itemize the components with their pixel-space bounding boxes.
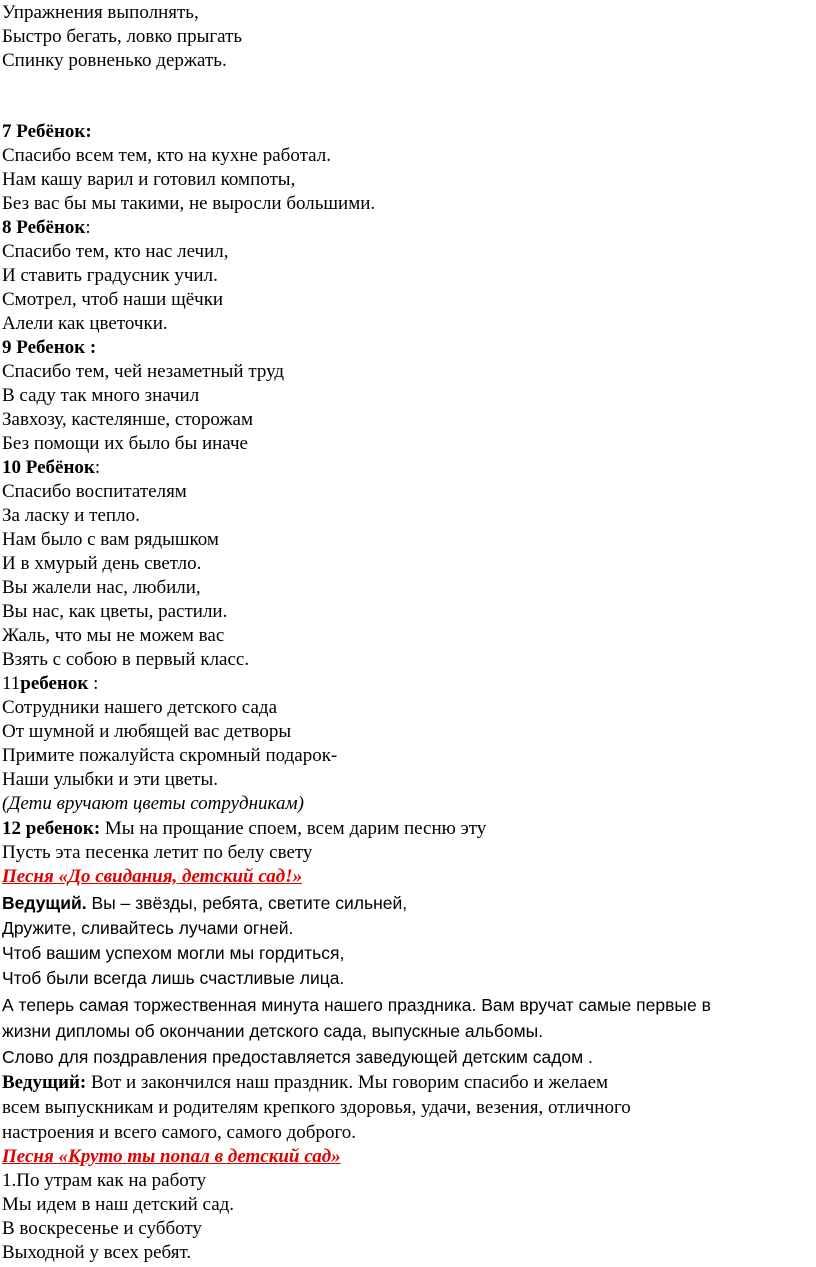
text-line: Спасибо всем тем, кто на кухне работал. bbox=[2, 145, 331, 166]
text-line: Вы жалели нас, любили, bbox=[2, 577, 201, 598]
line-text: Вот и закончился наш праздник. Мы говорим спасибо и желаем bbox=[86, 1072, 609, 1093]
text-line: 1.По утрам как на работу bbox=[2, 1170, 207, 1191]
speaker-number: 11 bbox=[2, 673, 21, 694]
text-line: Жаль, что мы не можем вас bbox=[2, 625, 225, 646]
speaker-name: Ведущий. bbox=[2, 893, 87, 913]
song-title: Песня «До свидания, детский сад!» bbox=[2, 866, 303, 887]
text-line: Спасибо тем, чей незаметный труд bbox=[2, 361, 285, 382]
speaker-colon: : bbox=[94, 457, 101, 478]
text-line: Быстро бегать, ловко прыгать bbox=[2, 26, 243, 47]
text-line: настроения и всего самого, самого доброго. bbox=[2, 1122, 357, 1143]
line-text: Вы – звёзды, ребята, светите сильней, bbox=[86, 893, 408, 913]
text-line: Наши улыбки и эти цветы. bbox=[2, 769, 219, 790]
text-line: Завхозу, кастелянше, сторожам bbox=[2, 409, 253, 430]
text-line: жизни дипломы об окончании детского сада, выпускные альбомы. bbox=[2, 1021, 544, 1041]
text-line: От шумной и любящей вас детворы bbox=[2, 721, 292, 742]
text-line: Упражнения выполнять, bbox=[2, 2, 199, 23]
text-line: всем выпускникам и родителям крепкого здоровья, удачи, везения, отличного bbox=[2, 1097, 631, 1118]
text-line: Без помощи их было бы иначе bbox=[2, 433, 248, 454]
speaker-heading bbox=[2, 673, 98, 695]
line-text: Мы на прощание споем, всем дарим песню эту bbox=[104, 818, 487, 839]
text-line bbox=[2, 1072, 608, 1094]
text-line: Сотрудники нашего детского сада bbox=[2, 697, 277, 718]
text-line bbox=[2, 892, 407, 914]
text-line: Спасибо воспитателям bbox=[2, 481, 187, 502]
text-line: Смотрел, чтоб наши щёчки bbox=[2, 289, 224, 310]
speaker-name: 8 Ребёнок bbox=[2, 217, 86, 238]
text-line: Алели как цветочки. bbox=[2, 313, 168, 334]
text-line: Примите пожалуйста скромный подарок- bbox=[2, 745, 338, 766]
text-line: Чтоб вашим успехом могли мы гордиться, bbox=[2, 943, 345, 963]
text-line: Слово для поздравления предоставляется заведующей детским садом . bbox=[2, 1047, 593, 1067]
speaker-heading: 7 Ребёнок: bbox=[2, 121, 92, 142]
text-line bbox=[2, 818, 486, 840]
speaker-heading bbox=[2, 217, 91, 239]
text-line: И ставить градусник учил. bbox=[2, 265, 218, 286]
speaker-heading: 9 Ребенок : bbox=[2, 337, 97, 358]
speaker-name: Ведущий: bbox=[2, 1072, 87, 1093]
speaker-heading bbox=[2, 457, 100, 479]
text-line: Взять с собою в первый класс. bbox=[2, 649, 250, 670]
text-line: Спасибо тем, кто нас лечил, bbox=[2, 241, 229, 262]
text-line: Выходной у всех ребят. bbox=[2, 1242, 192, 1263]
song-title: Песня «Круто ты попал в детский сад» bbox=[2, 1146, 341, 1167]
text-line: В воскресенье и субботу bbox=[2, 1218, 202, 1239]
text-line: Нам кашу варил и готовил компоты, bbox=[2, 169, 296, 190]
speaker-name: ребенок bbox=[20, 673, 89, 694]
text-line: Дружите, сливайтесь лучами огней. bbox=[2, 918, 294, 938]
text-line: И в хмурый день светло. bbox=[2, 553, 202, 574]
text-line: Пусть эта песенка летит по белу свету bbox=[2, 842, 313, 863]
speaker-colon: : bbox=[85, 217, 91, 238]
speaker-colon: : bbox=[88, 673, 99, 694]
stage-direction: (Дети вручают цветы сотрудникам) bbox=[2, 793, 304, 814]
speaker-name: 12 ребенок: bbox=[2, 818, 101, 839]
text-line: За ласку и тепло. bbox=[2, 505, 140, 526]
text-line: Спинку ровненько держать. bbox=[2, 50, 227, 71]
text-line: Чтоб были всегда лишь счастливые лица. bbox=[2, 968, 345, 988]
text-line: В саду так много значил bbox=[2, 385, 200, 406]
text-line: А теперь самая торжественная минута нашего праздника. Вам вручат самые первые в bbox=[2, 995, 711, 1015]
text-line: Вы нас, как цветы, растили. bbox=[2, 601, 228, 622]
text-line: Мы идем в наш детский сад. bbox=[2, 1194, 235, 1215]
text-line: Без вас бы мы такими, не выросли большими. bbox=[2, 193, 376, 214]
speaker-name: 10 Ребёнок bbox=[2, 457, 95, 478]
text-line: Нам было с вам рядышком bbox=[2, 529, 219, 550]
